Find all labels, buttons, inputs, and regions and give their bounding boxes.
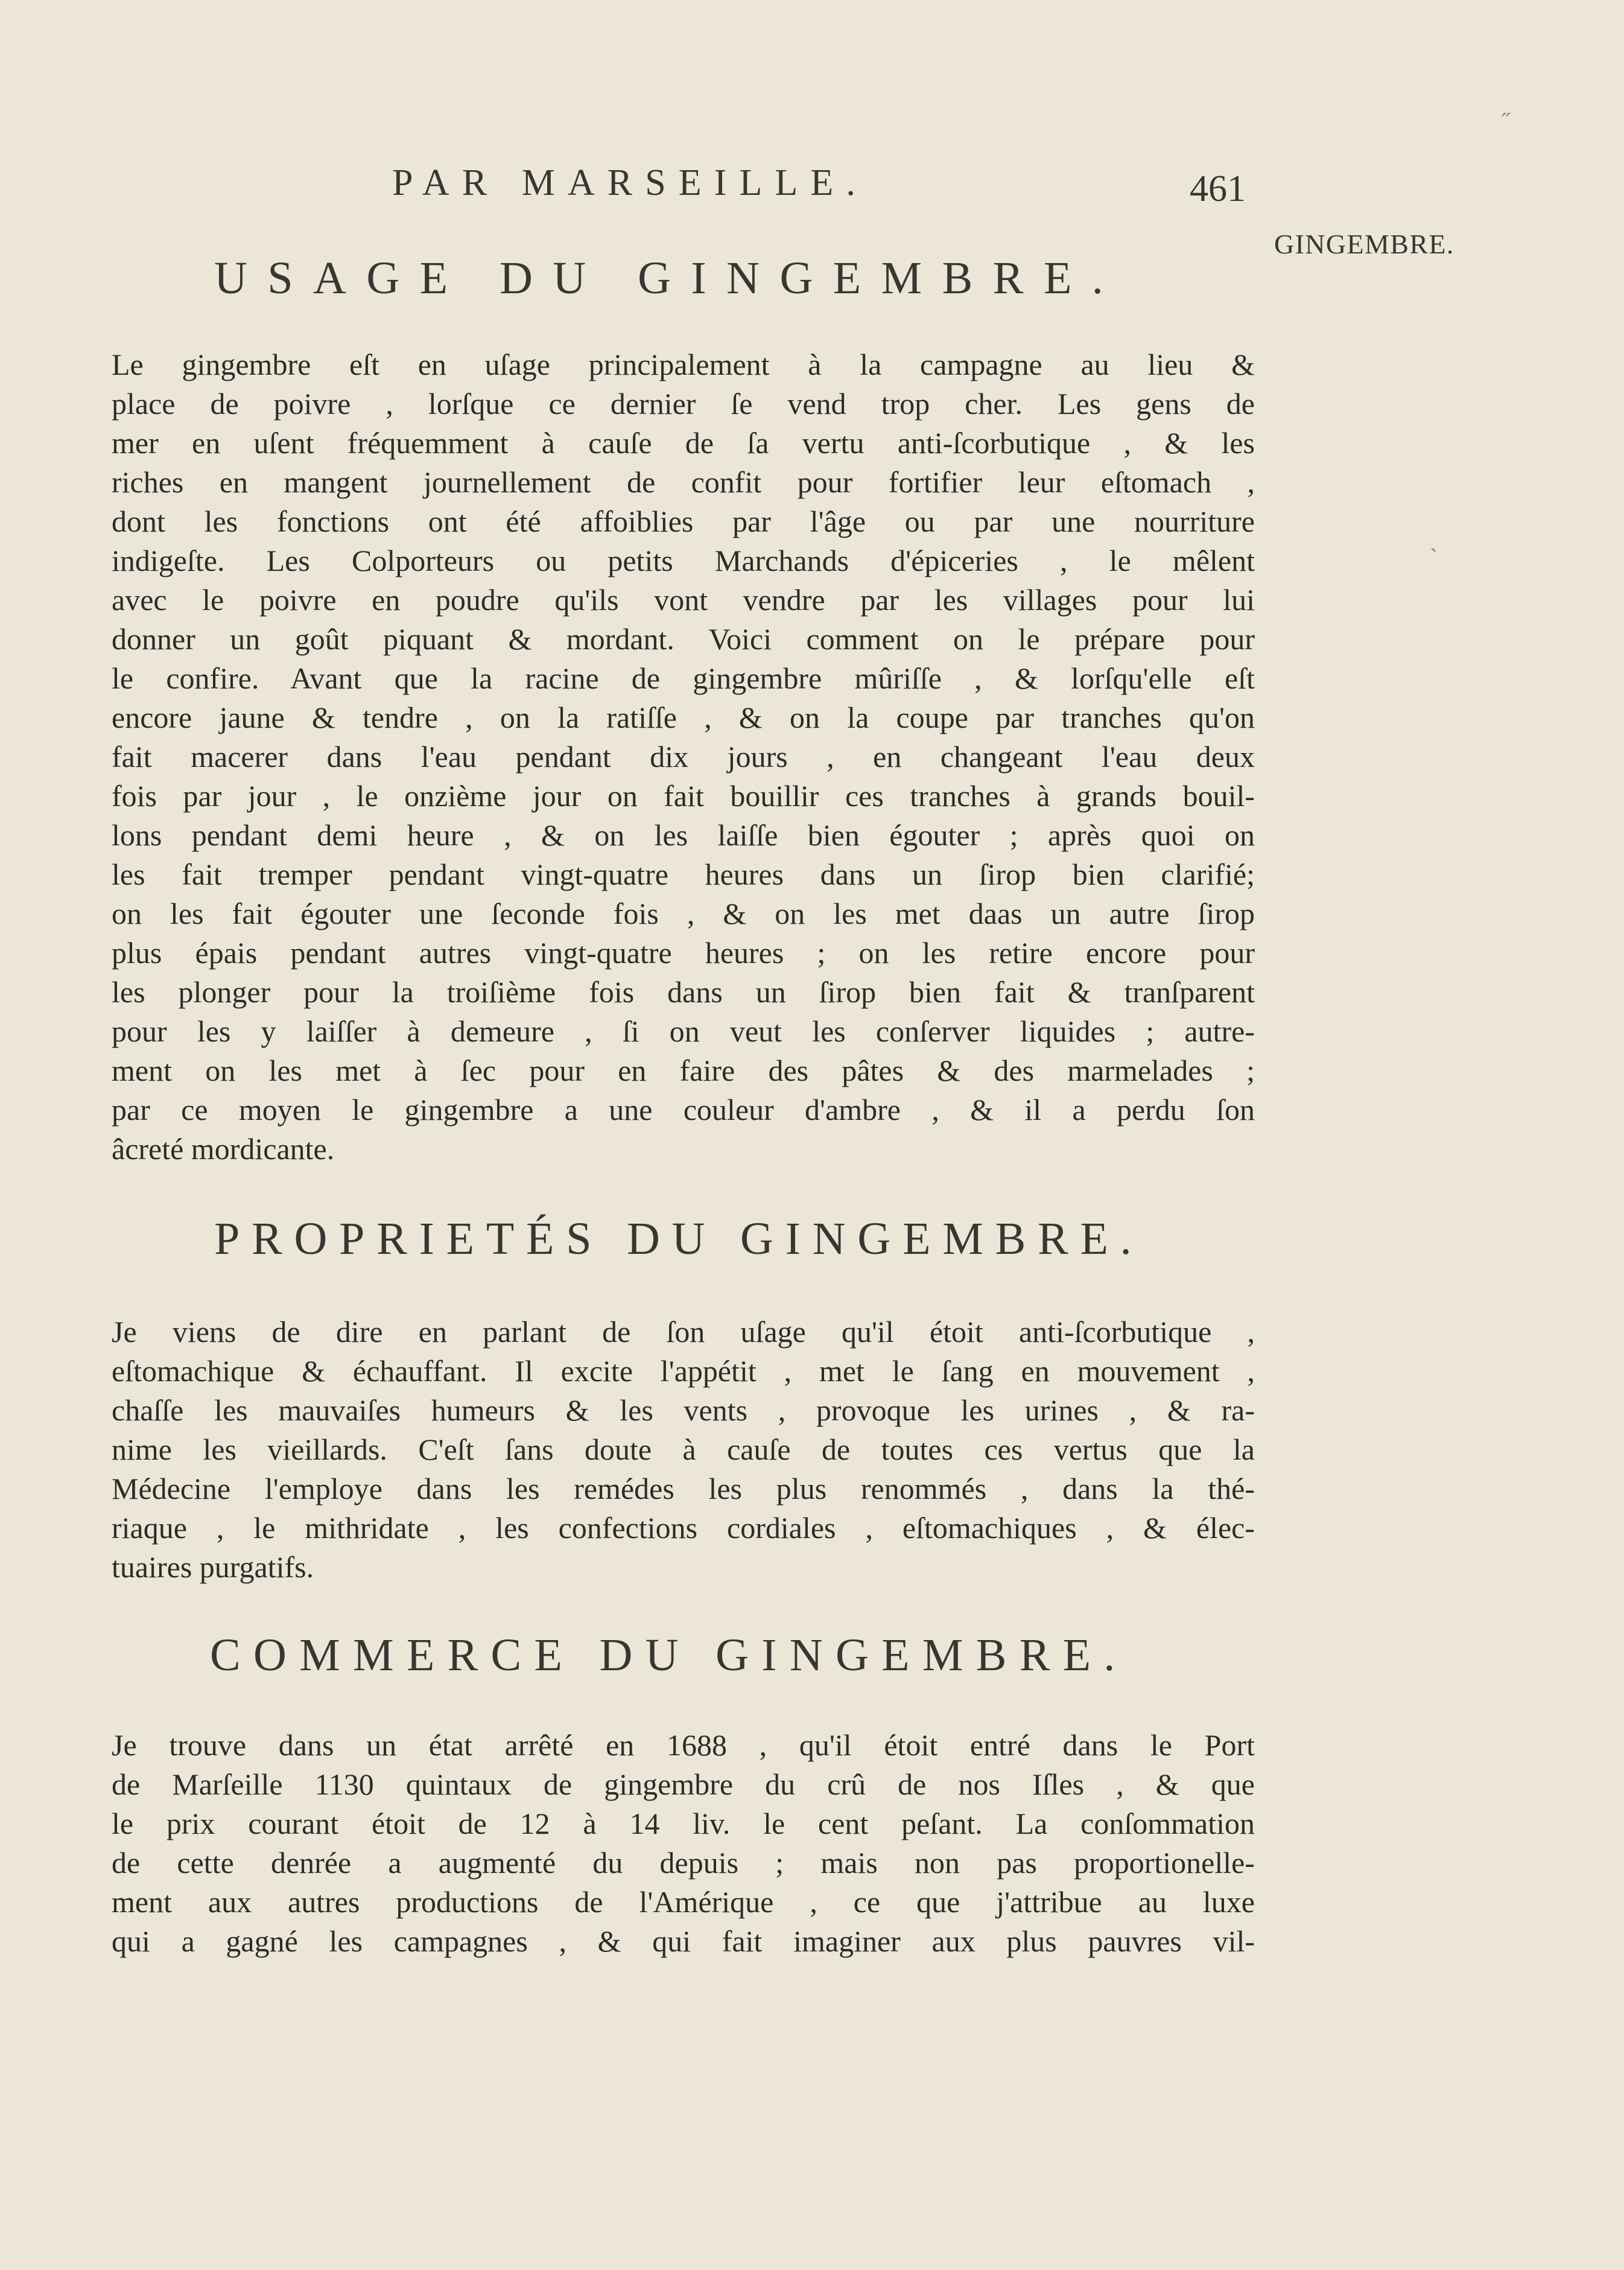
- paper-speck: ˶: [1502, 97, 1511, 124]
- text-line: lons pendant demi heure , & on les laiſſe bien égouter ; après quoi on: [112, 818, 1255, 852]
- margin-note: GINGEMBRE.: [1274, 229, 1454, 259]
- section-body-commerce: [112, 1726, 1255, 1961]
- section-heading-commerce: COMMERCE DU GINGEMBRE.: [210, 1630, 1128, 1680]
- section-heading-usage: USAGE DU GINGEMBRE.: [214, 253, 1124, 304]
- text-line: plus épais pendant autres vingt-quatre heures ; on les retire encore pour: [112, 936, 1255, 970]
- text-line: avec le poivre en poudre qu'ils vont vendre par les villages pour lui: [112, 583, 1255, 617]
- text-line: nime les vieillards. C'eſt ſans doute à cauſe de toutes ces vertus que la: [112, 1432, 1255, 1466]
- section-heading-proprietes: PROPRIETÉS DU GINGEMBRE.: [214, 1213, 1144, 1264]
- text-line: riches en mangent journellement de confit pour fortifier leur eſtomach ,: [112, 465, 1255, 499]
- text-line: donner un goût piquant & mordant. Voici comment on le prépare pour: [112, 622, 1255, 656]
- text-line: Je viens de dire en parlant de ſon uſage qu'il étoit anti-ſcorbutique ,: [112, 1315, 1255, 1349]
- text-line: ment on les met à ſec pour en faire des pâtes & des marmelades ;: [112, 1054, 1255, 1087]
- text-line: qui a gagné les campagnes , & qui fait imaginer aux plus pauvres vil-: [112, 1924, 1255, 1958]
- running-title: PAR MARSEILLE.: [392, 162, 868, 203]
- text-line: mer en uſent fréquemment à cauſe de ſa vertu anti-ſcorbutique , & les: [112, 426, 1255, 460]
- text-line: place de poivre , lorſque ce dernier ſe vend trop cher. Les gens de: [112, 387, 1255, 421]
- text-line: de cette denrée a augmenté du depuis ; mais non pas proportionelle-: [112, 1846, 1255, 1880]
- text-line: Médecine l'employe dans les remédes les plus renommés , dans la thé-: [112, 1472, 1255, 1505]
- text-line: les fait tremper pendant vingt-quatre heures dans un ſirop bien clarifié;: [112, 857, 1255, 891]
- text-line: le confire. Avant que la racine de gingembre mûriſſe , & lorſqu'elle eſt: [112, 661, 1255, 695]
- text-line: indigeſte. Les Colporteurs ou petits Marchands d'épiceries , le mêlent: [112, 544, 1255, 577]
- text-line: eſtomachique & échauffant. Il excite l'appétit , met le ſang en mouvement ,: [112, 1354, 1255, 1388]
- text-line: pour les y laiſſer à demeure , ſi on veut les conſerver liquides ; autre-: [112, 1014, 1255, 1048]
- text-line: ment aux autres productions de l'Amérique , ce que j'attribue au luxe: [112, 1885, 1255, 1919]
- text-line: fois par jour , le onzième jour on fait bouillir ces tranches à grands bouil-: [112, 779, 1255, 813]
- text-line: on les fait égouter une ſeconde fois , & on les met daas un autre ſirop: [112, 897, 1255, 930]
- text-line: de Marſeille 1130 quintaux de gingembre du crû de nos Iſles , & que: [112, 1767, 1255, 1801]
- text-line: dont les fonctions ont été affoiblies par l'âge ou par une nourriture: [112, 504, 1255, 538]
- text-line: le prix courant étoit de 12 à 14 liv. le cent peſant. La conſommation: [112, 1807, 1255, 1840]
- text-line: riaque , le mithridate , les confections cordiales , eſtomachiques , & élec-: [112, 1511, 1255, 1545]
- section-body-usage: [112, 345, 1255, 1169]
- text-line: tuaires purgatifs.: [112, 1550, 314, 1584]
- text-line: Le gingembre eſt en uſage principalement à la campagne au lieu &: [112, 348, 1255, 381]
- text-line: Je trouve dans un état arrêté en 1688 , qu'il étoit entré dans le Port: [112, 1728, 1255, 1762]
- text-line: âcreté mordicante.: [112, 1132, 335, 1166]
- text-line: les plonger pour la troiſième fois dans un ſirop bien fait & tranſparent: [112, 975, 1255, 1009]
- paper-speck: ˋ: [1430, 544, 1438, 571]
- text-line: par ce moyen le gingembre a une couleur d'ambre , & il a perdu ſon: [112, 1093, 1255, 1127]
- page-number: 461: [1190, 168, 1246, 209]
- text-line: fait macerer dans l'eau pendant dix jours , en changeant l'eau deux: [112, 740, 1255, 774]
- text-line: encore jaune & tendre , on la ratiſſe , & on la coupe par tranches qu'on: [112, 701, 1255, 734]
- text-line: chaſſe les mauvaiſes humeurs & les vents , provoque les urines , & ra-: [112, 1393, 1255, 1427]
- section-body-proprietes: [112, 1312, 1255, 1587]
